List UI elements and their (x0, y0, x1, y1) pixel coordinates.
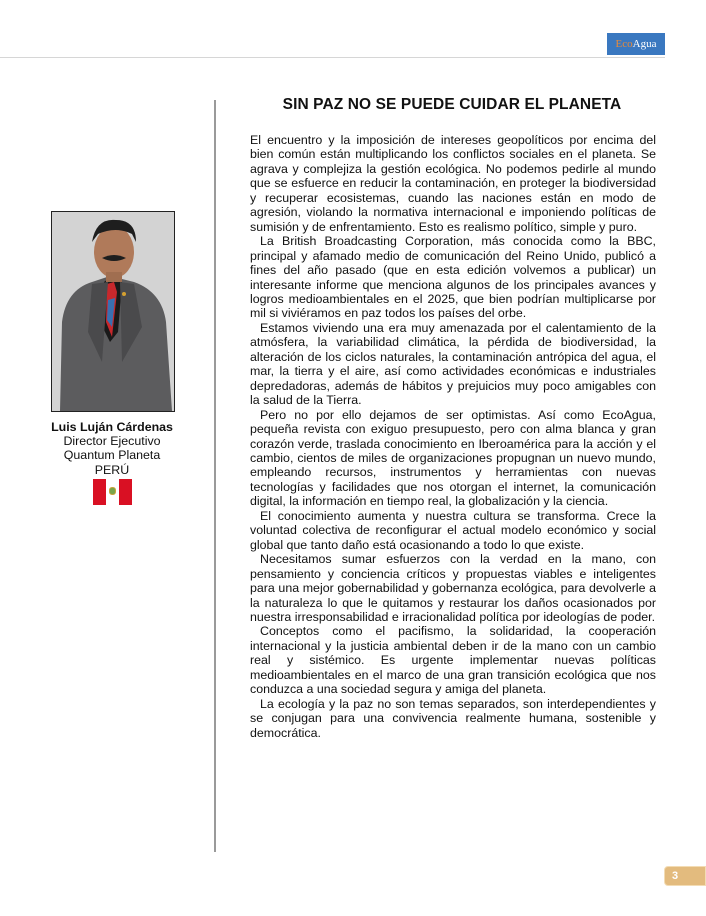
page-number-badge: 3 (664, 866, 706, 886)
article-title: SIN PAZ NO SE PUEDE CUIDAR EL PLANETA (282, 96, 622, 113)
author-name: Luis Luján Cárdenas (51, 420, 173, 434)
header-rule (0, 57, 665, 58)
author-organization: Quantum Planeta (63, 448, 161, 463)
brand-agua: Agua (632, 38, 657, 50)
ecoagua-brand-badge (607, 33, 665, 55)
column-divider (214, 100, 216, 852)
article-paragraph: La British Broadcasting Corporation, más conocida como la BBC, principal y afamado medio de comunicación del Reino Unido, publicó a fines del año pasado (que en esta edición volvemos a publicar) un interesante informe que menciona algunos de los principales avances y logros medioambientales en el 2025, que bien podrían multiplicarse por mil si viviéramos en paz todos los países del orbe. (250, 234, 656, 321)
author-photo (51, 211, 175, 412)
peru-flag-icon (93, 479, 132, 505)
article-paragraph: El conocimiento aumenta y nuestra cultura se transforma. Crece la voluntad colectiva de reconfigurar el actual modelo económico y social global que tanto daño está ocasionando a todo lo que existe. (250, 508, 656, 552)
article-paragraph: La ecología y la paz no son temas separados, son interdependientes y se conjugan para una convivencia realmente humana, sostenible y democrática. (250, 696, 656, 740)
brand-eco: Eco (615, 38, 633, 50)
author-role: Director Ejecutivo (63, 434, 161, 449)
article-paragraph: Conceptos como el pacifismo, la solidaridad, la cooperación internacional y la justicia ambiental deben ir de la mano con un cambio real y sistémico. Es urgente implementar nuevas políticas medioambientales en el marco de una gran transición ecológica que nos conduzca a una sociedad segura y amiga del planeta. (250, 624, 656, 697)
article-paragraph: Estamos viviendo una era muy amenazada por el calentamiento de la atmósfera, la variabilidad climática, la pérdida de biodiversidad, la alteración de los ciclos naturales, la contaminación antrópica del agua, el mar, la tierra y el aire, así como actividades económicas e industriales depredadoras, además de hábitos y prejuicios muy poco amigables con la salud de la Tierra. (250, 320, 656, 408)
author-country: PERÚ (94, 462, 130, 477)
article-paragraph: Pero no por ello dejamos de ser optimistas. Así como EcoAgua, pequeña revista con exiguo presupuesto, pero con alma blanca y gran corazón verde, traslada conocimiento en Iberoamérica para la acción y el cambio, cientos de miles de organizaciones propugnan un nuevo mundo, empleando recursos, instrumentos y herramientas con nuevas tecnologías y facilidades que nos otorgan el internet, la comunicación digital, la información en tiempo real, la globalización y la ciencia. (250, 407, 656, 509)
article-body (250, 133, 656, 740)
article-paragraph: Necesitamos sumar esfuerzos con la verdad en la mano, con pensamiento y conciencia críticos y propuestas viables e inteligentes para una mejor gobernabilidad y gobernanza ecológica, para devolverle a la naturaleza lo que le quitamos y restaurar los daños ocasionados por nuestra irresponsabilidad e irracionalidad política por ideologías de poder. (250, 552, 656, 624)
article-paragraph: El encuentro y la imposición de intereses geopolíticos por encima del bien común están multiplicando los conflictos sociales en el planeta. Se agrava y complejiza la gestión ecológica. No podemos pedirle al mundo que se esfuerce en reducir la contaminación, en proteger la biodiversidad y recuperar ecosistemas, cuando las naciones están en modo de agresión, violando la normativa internacional e imponiendo políticas de sumisión y de enfrentamiento. Esto es realismo político, simple y puro. (250, 133, 656, 234)
author-portrait-image (52, 212, 174, 411)
author-info (30, 420, 194, 477)
